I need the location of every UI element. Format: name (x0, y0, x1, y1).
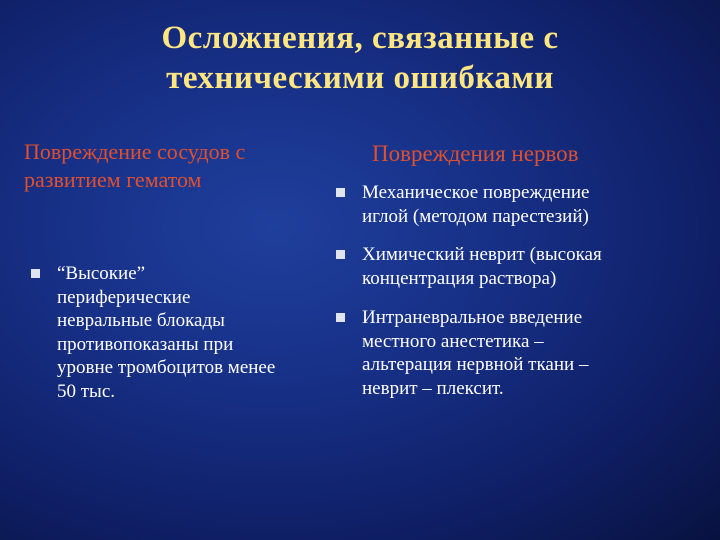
right-bullet-item-2 (362, 243, 672, 290)
bullet-line: Механическое повреждение (362, 182, 590, 203)
right-bullet-item-3 (362, 306, 672, 400)
left-bullet-text (57, 262, 337, 403)
square-bullet-icon (336, 250, 345, 259)
bullet-line: противопоказаны при (57, 333, 234, 355)
bullet-line: концентрация раствора) (362, 267, 557, 289)
square-bullet-icon (31, 269, 40, 278)
square-bullet-icon (336, 313, 345, 322)
right-bullet-text (362, 181, 672, 228)
left-bullet-item (57, 262, 337, 403)
bullet-line: периферические (57, 286, 191, 308)
left-heading-line-2: развитием гематом (24, 167, 202, 192)
bullet-line: Интраневральное введение (362, 307, 583, 328)
bullet-line: 50 тыс. (57, 380, 116, 402)
right-column-heading: Повреждения нервов (372, 141, 579, 166)
slide-title-line-2: техническими ошибками (166, 60, 554, 96)
bullet-line: уровне тромбоцитов менее (57, 357, 276, 378)
right-bullet-text (362, 243, 672, 290)
slide-title-line-1: Осложнения, связанные с (161, 20, 559, 56)
right-bullet-text (362, 306, 672, 400)
bullet-line: неврит – плексит. (362, 377, 504, 399)
bullet-line: альтерация нервной ткани – (362, 354, 589, 375)
bullet-line: невральные блокады (57, 310, 225, 331)
right-bullet-item-1 (362, 181, 672, 228)
bullet-line: “Высокие” (57, 263, 146, 284)
bullet-line: иглой (методом парестезий) (362, 205, 589, 227)
bullet-line: Химический неврит (высокая (362, 244, 602, 265)
bullet-line: местного анестетика – (362, 330, 544, 352)
slide-title (40, 18, 680, 98)
square-bullet-icon (336, 188, 345, 197)
left-heading-line-1: Повреждение сосудов с (24, 139, 246, 164)
left-column-heading (24, 138, 334, 194)
